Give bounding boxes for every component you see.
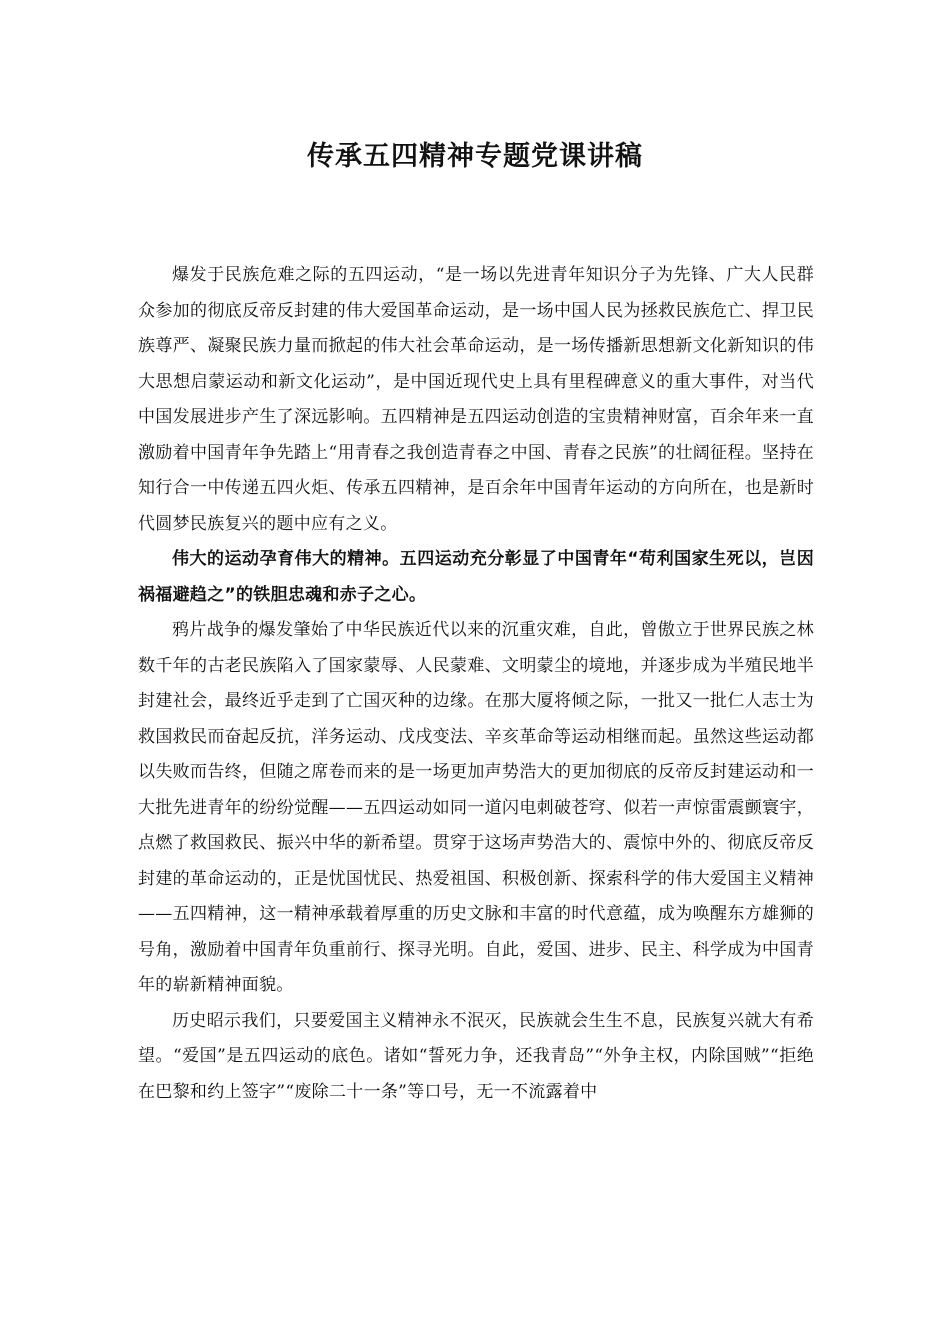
paragraph-patriotism: 历史昭示我们，只要爱国主义精神永不泯灭，民族就会生生不息，民族复兴就大有希望。“爱国”是五四运动的底色。诸如“誓死力争，还我青岛”“外争主权，内除国贼”“拒绝在巴黎和约上签字”“废除二十一条”等口号，无一不流露着中 [138,1010,814,1102]
document-title: 传承五四精神专题党课讲稿 [307,141,643,172]
paragraph-bold-heading: 伟大的运动孕育伟大的精神。五四运动充分彰显了中国青年“苟利国家生死以，岂因祸福避趋之”的铁胆忠魂和赤子之心。 [138,549,814,605]
paragraph-history: 鸦片战争的爆发肇始了中华民族近代以来的沉重灾难，自此，曾傲立于世界民族之林数千年的古老民族陷入了国家蒙辱、人民蒙难、文明蒙尘的境地，并逐步成为半殖民地半封建社会，最终近乎走到了亡国灭种的边缘。在那大厦将倾之际，一批又一批仁人志士为救国救民而奋起反抗，洋务运动、戊戌变法、辛亥革命等运动相继而起。虽然这些运动都以失败而告终，但随之席卷而来的是一场更加声势浩大的更加彻底的反帝反封建运动和一大批先进青年的纷纷觉醒——五四运动如同一道闪电刺破苍穹、似若一声惊雷震颤寰宇，点燃了救国救民、振兴中华的新希望。贯穿于这场声势浩大的、震惊中外的、彻底反帝反封建的革命运动的，正是忧国忧民、热爱祖国、积极创新、探索科学的伟大爱国主义精神——五四精神，这一精神承载着厚重的历史文脉和丰富的时代意蕴，成为唤醒东方雄狮的号角，激励着中国青年负重前行、探寻光明。自此，爱国、进步、民主、科学成为中国青年的崭新精神面貌。 [138,620,814,995]
document-body [138,258,814,1110]
paragraph-intro: 爆发于民族危难之际的五四运动，“是一场以先进青年知识分子为先锋、广大人民群众参加的彻底反帝反封建的伟大爱国革命运动，是一场中国人民为拯救民族危亡、捍卫民族尊严、凝聚民族力量而掀起的伟大社会革命运动，是一场传播新思想新文化新知识的伟大思想启蒙运动和新文化运动”，是中国近现代史上具有里程碑意义的重大事件，对当代中国发展进步产生了深远影响。五四精神是五四运动创造的宝贵精神财富，百余年来一直激励着中国青年争先踏上“用青春之我创造青春之中国、青春之民族”的壮阔征程。坚持在知行合一中传递五四火炬、传承五四精神，是百余年中国青年运动的方向所在，也是新时代圆梦民族复兴的题中应有之义。 [138,265,814,534]
